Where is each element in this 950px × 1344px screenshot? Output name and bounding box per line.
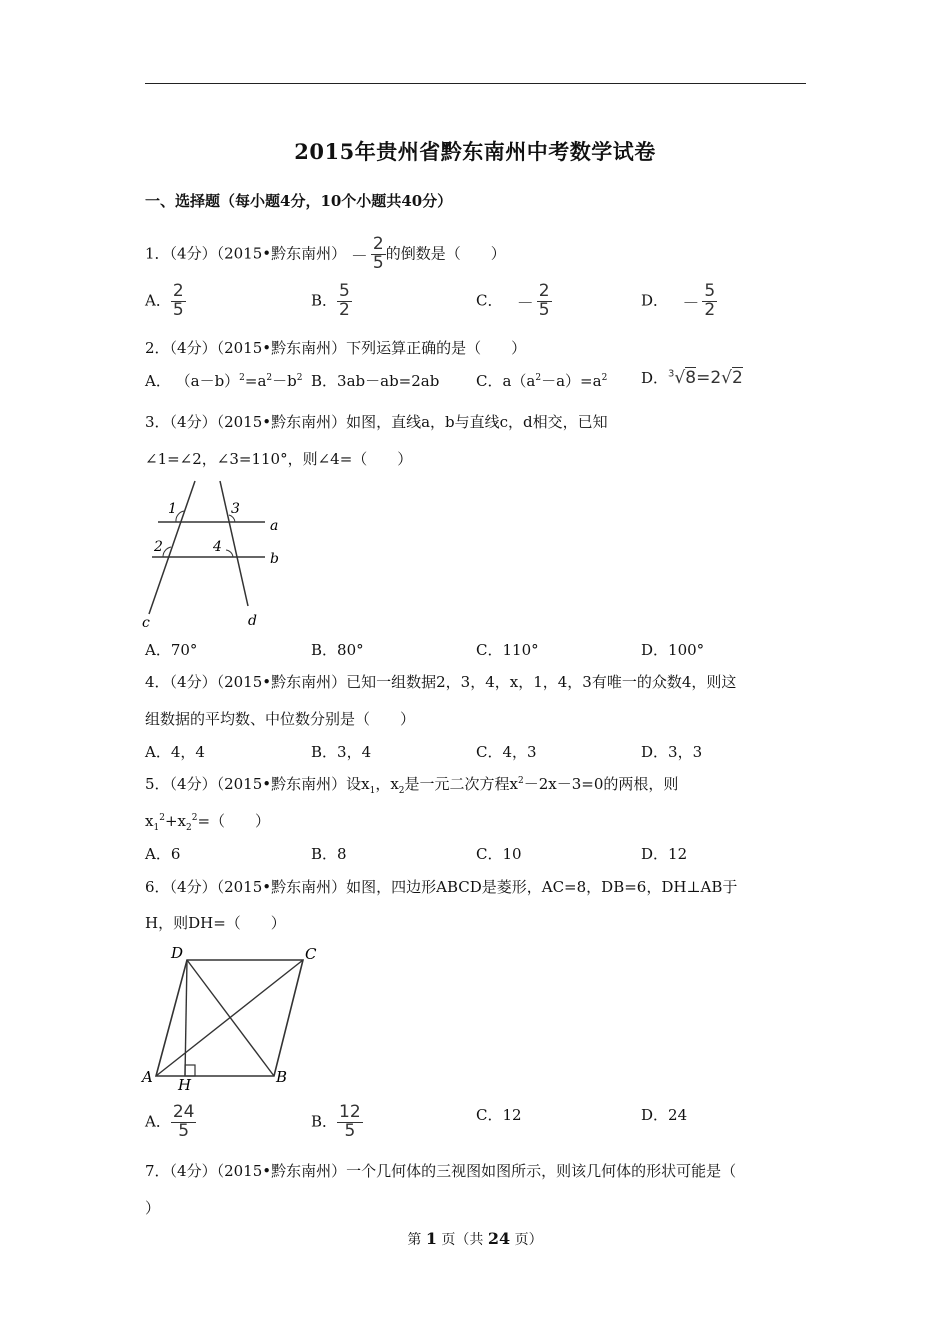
angle-4-label: 4: [213, 539, 222, 555]
question-7-stem-line1: 7．（4分）（2015•黔东南州）一个几何体的三视图如图所示，则该几何体的形状可能是（: [145, 1162, 737, 1180]
vertex-d-label: D: [171, 944, 184, 962]
page-total: 24: [487, 1229, 511, 1248]
angle-1-label: 1: [168, 501, 177, 517]
question-5-stem-line2: $x_1^2+x_2^2=$（ ）: [145, 812, 271, 833]
question-7-stem-line2: ）: [145, 1199, 161, 1217]
q4-option-a: A．4，4: [145, 743, 205, 761]
q2-option-a: A． $(a-b)^2=a^2-b^2$: [145, 372, 303, 390]
q6-option-d: D．24: [641, 1106, 688, 1124]
q6-option-b: B． $\frac{12}{5}$: [311, 1102, 361, 1141]
q1-option-c: C． － $\frac{2}{5}$: [476, 281, 550, 320]
line-b-label: b: [270, 551, 279, 567]
question-4-stem-line2: 组数据的平均数、中位数分别是（ ）: [145, 710, 416, 728]
angle-2-label: 2: [154, 539, 163, 555]
vertex-b-label: B: [276, 1068, 288, 1086]
q3-parallel-lines-figure: [140, 478, 290, 632]
q3-option-c: C．110°: [476, 641, 539, 659]
q1-stem-end: 的倒数是（ ）: [385, 244, 506, 263]
q3-option-b: B．80°: [311, 641, 364, 659]
page-footer: 第 1 页（共 24 页）: [407, 1229, 543, 1248]
point-h-label: H: [178, 1076, 192, 1092]
section-heading: 一、选择题（每小题4分，10个小题共40分）: [145, 192, 453, 210]
question-1-stem: [145, 236, 506, 273]
question-6-stem-line2: H，则DH=（ ）: [145, 914, 286, 932]
question-3-stem-line2: ∠1=∠2，∠3=110°，则∠4=（ ）: [145, 450, 413, 468]
line-d-label: d: [248, 613, 257, 629]
angle-3-label: 3: [231, 501, 240, 517]
q5-option-b: B．8: [311, 845, 347, 863]
q6-option-a: A． $\frac{24}{5}$: [145, 1102, 195, 1141]
question-5-stem-line1: 5．（4分）（2015•黔东南州）设$x_1$，$x_2$是一元二次方程$x^2-2x-3=0$的两根，则: [145, 775, 679, 796]
question-3-stem-line1: 3．（4分）（2015•黔东南州）如图，直线a，b与直线c，d相交，已知: [145, 413, 608, 431]
header-rule: [145, 83, 806, 84]
q1-stem-text: 1．（4分）（2015•黔东南州）: [145, 244, 347, 263]
q4-option-c: C．4，3: [476, 743, 537, 761]
q3-option-a: A．70°: [145, 641, 198, 659]
q2-option-b: B．3ab－ab=2ab: [311, 372, 440, 390]
question-4-stem-line1: 4．（4分）（2015•黔东南州）已知一组数据2，3，4，x，1，4，3有唯一的众数4，则这: [145, 673, 737, 691]
question-6-stem-line1: 6．（4分）（2015•黔东南州）如图，四边形ABCD是菱形，AC=8，DB=6，DH⊥AB于: [145, 878, 738, 896]
q5-option-a: A．6: [145, 845, 181, 863]
vertex-c-label: C: [305, 945, 317, 963]
q6-rhombus-figure: [140, 942, 325, 1092]
q1-option-b: B． $\frac{5}{2}$: [311, 281, 350, 320]
q6-option-c: C．12: [476, 1106, 522, 1124]
cube-root-expression: $^3$√8=2√2: [668, 368, 743, 388]
q3-option-d: D．100°: [641, 641, 705, 659]
q4-option-d: D．3，3: [641, 743, 703, 761]
q5-option-d: D．12: [641, 845, 688, 863]
document-title: 2015年贵州省黔东南州中考数学试卷: [294, 139, 656, 164]
q2-option-d: D．$^3$√8=2√2: [641, 368, 743, 388]
line-a-label: a: [270, 518, 279, 534]
vertex-a-label: A: [142, 1068, 153, 1086]
line-c-label: c: [142, 615, 150, 631]
q1-option-d: D． － $\frac{5}{2}$: [641, 281, 716, 320]
q5-option-c: C．10: [476, 845, 522, 863]
page-number: 1: [425, 1229, 437, 1248]
q1-option-a: A． $\frac{2}{5}$: [145, 281, 184, 320]
q1-neg-sign: －: [350, 246, 368, 267]
q4-option-b: B．3，4: [311, 743, 372, 761]
q2-option-c: C．$a(a^2-a)=a^2$: [476, 372, 608, 390]
question-2-stem: 2．（4分）（2015•黔东南州）下列运算正确的是（ ）: [145, 339, 527, 357]
q1-fraction: $\frac{2}{5}$: [372, 234, 384, 273]
